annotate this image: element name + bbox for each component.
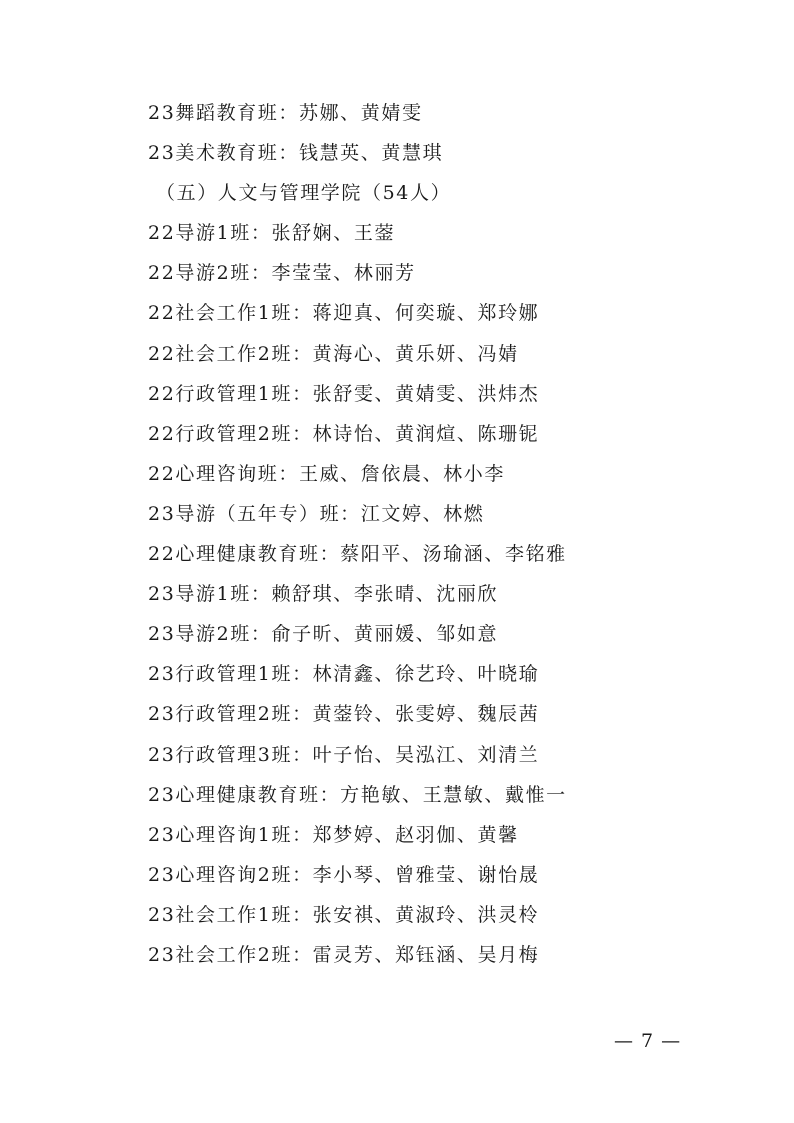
list-line: 22行政管理1班：张舒雯、黄婧雯、洪炜杰 bbox=[148, 382, 540, 405]
list-line: 23导游（五年专）班：江文婷、林燃 bbox=[148, 502, 485, 525]
list-line: 22导游2班：李莹莹、林丽芳 bbox=[148, 262, 416, 285]
list-line: 22导游1班：张舒娴、王蓥 bbox=[148, 222, 396, 245]
list-line: 23社会工作2班：雷灵芳、郑钰涵、吴月梅 bbox=[148, 943, 540, 966]
list-line: 23导游2班：俞子昕、黄丽媛、邹如意 bbox=[148, 623, 499, 646]
award-list bbox=[148, 93, 748, 975]
section-heading-humanities-management: （五）人文与管理学院（54人） bbox=[156, 182, 452, 205]
list-line: 23心理健康教育班：方艳敏、王慧敏、戴惟一 bbox=[148, 783, 567, 806]
list-line: 22心理健康教育班：蔡阳平、汤瑜涵、李铭雅 bbox=[148, 543, 567, 566]
list-line: 23心理咨询1班：郑梦婷、赵羽伽、黄馨 bbox=[148, 823, 519, 846]
list-line: 22社会工作1班：蒋迎真、何奕璇、郑玲娜 bbox=[148, 302, 540, 325]
list-line: 23心理咨询2班：李小琴、曾雅莹、谢怡晟 bbox=[148, 863, 540, 886]
list-line: 23社会工作1班：张安祺、黄淑玲、洪灵柃 bbox=[148, 903, 540, 926]
list-line: 22行政管理2班：林诗怡、黄润煊、陈珊铌 bbox=[148, 422, 540, 445]
list-line: 22社会工作2班：黄海心、黄乐妍、冯婧 bbox=[148, 342, 519, 365]
list-line: 23导游1班：赖舒琪、李张晴、沈丽欣 bbox=[148, 583, 499, 606]
list-line: 22心理咨询班：王威、詹依晨、林小李 bbox=[148, 462, 505, 485]
list-line: 23行政管理1班：林清鑫、徐艺玲、叶晓瑜 bbox=[148, 663, 540, 686]
list-line-art-education: 23美术教育班：钱慧英、黄慧琪 bbox=[148, 142, 444, 165]
list-line: 23行政管理3班：叶子怡、吴泓江、刘清兰 bbox=[148, 743, 540, 766]
list-line: 23行政管理2班：黄蓥铃、张雯婷、魏辰茜 bbox=[148, 703, 540, 726]
list-line-dance-education: 23舞蹈教育班：苏娜、黄婧雯 bbox=[148, 102, 423, 124]
page-number: — 7 — bbox=[614, 1030, 682, 1052]
